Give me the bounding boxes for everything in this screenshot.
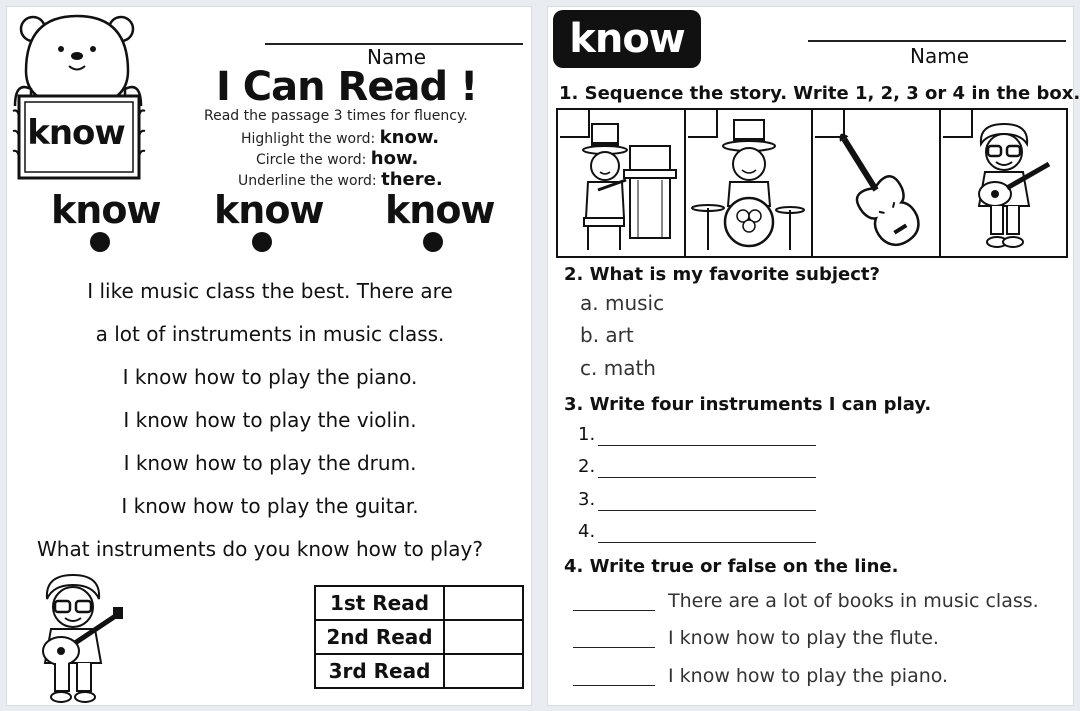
boy-with-guitar-icon [17, 571, 129, 705]
answer-line[interactable] [598, 542, 816, 543]
read-label: 3rd Read [315, 654, 444, 688]
circle-word: how. [370, 148, 419, 169]
table-row [315, 620, 523, 654]
read-label: 1st Read [315, 586, 444, 620]
tap-dot[interactable] [252, 232, 272, 252]
sequence-panel-violin [813, 110, 941, 256]
passage-line: I know how to play the piano. [122, 365, 418, 389]
table-row [315, 586, 523, 620]
name-line[interactable] [808, 40, 1066, 42]
read-label: 2nd Read [315, 620, 444, 654]
reading-passage-page [6, 6, 532, 706]
question-3: 3. Write four instruments I can play. [564, 394, 932, 415]
answer-option[interactable]: b. art [580, 323, 634, 347]
true-false-statement: I know how to play the piano. [668, 665, 949, 687]
true-false-line[interactable] [573, 647, 655, 648]
answer-number: 4. [578, 521, 596, 542]
table-row [315, 654, 523, 688]
passage-line: a lot of instruments in music class. [95, 322, 445, 346]
read-checkbox[interactable] [444, 586, 523, 620]
answer-option[interactable]: a. music [580, 291, 665, 315]
answer-number: 1. [578, 424, 596, 445]
comprehension-page [547, 6, 1080, 706]
true-false-line[interactable] [573, 685, 655, 686]
answer-number: 2. [578, 456, 596, 477]
sequence-panel-drum [686, 110, 814, 256]
instruction-fluency: Read the passage 3 times for fluency. [204, 108, 468, 124]
true-false-statement: I know how to play the flute. [668, 627, 939, 649]
question-1: 1. Sequence the story. Write 1, 2, 3 or 4 in the box. [559, 83, 1080, 104]
underline-word: there. [381, 169, 443, 190]
sequence-box[interactable] [943, 110, 973, 138]
instruction-circle-text: Circle the word: [256, 152, 371, 168]
sight-word: know [385, 188, 495, 232]
sight-word: know [214, 188, 324, 232]
passage-line: I know how to play the guitar. [121, 494, 419, 518]
question-4: 4. Write true or false on the line. [564, 556, 899, 577]
sequence-box[interactable] [560, 110, 590, 138]
answer-option[interactable]: c. math [580, 356, 656, 380]
word-badge: know [553, 10, 701, 68]
sequence-panel-piano [558, 110, 686, 256]
read-checkbox[interactable] [444, 654, 523, 688]
highlight-word: know. [379, 127, 440, 148]
instruction-underline-text: Underline the word: [238, 173, 382, 189]
passage-line: I know how to play the violin. [123, 408, 417, 432]
instruction-underline [238, 169, 443, 190]
tap-dot[interactable] [423, 232, 443, 252]
true-false-line[interactable] [573, 610, 655, 611]
name-label: Name [367, 45, 427, 69]
sight-word: know [51, 188, 161, 232]
passage-line: I like music class the best. There are [87, 279, 453, 303]
sequence-panel-guitar [941, 110, 1067, 256]
question-2: 2. What is my favorite subject? [564, 264, 880, 285]
instruction-highlight-text: Highlight the word: [241, 131, 380, 147]
read-checkbox[interactable] [444, 620, 523, 654]
name-label: Name [910, 44, 970, 68]
answer-line[interactable] [598, 445, 816, 446]
sequence-box[interactable] [688, 110, 718, 138]
answer-line[interactable] [598, 477, 816, 478]
true-false-statement: There are a lot of books in music class. [668, 590, 1039, 612]
page-title: I Can Read ! [216, 64, 478, 110]
bear-sign-word: know [27, 113, 125, 153]
answer-line[interactable] [598, 510, 816, 511]
sequence-box[interactable] [815, 110, 845, 138]
sequence-panels [556, 108, 1068, 258]
passage-line: I know how to play the drum. [123, 451, 417, 475]
tap-dot[interactable] [90, 232, 110, 252]
passage-question: What instruments do you know how to play? [37, 537, 484, 561]
read-log-table [314, 585, 524, 689]
answer-number: 3. [578, 489, 596, 510]
instruction-circle [256, 148, 418, 169]
instruction-highlight [241, 127, 439, 148]
